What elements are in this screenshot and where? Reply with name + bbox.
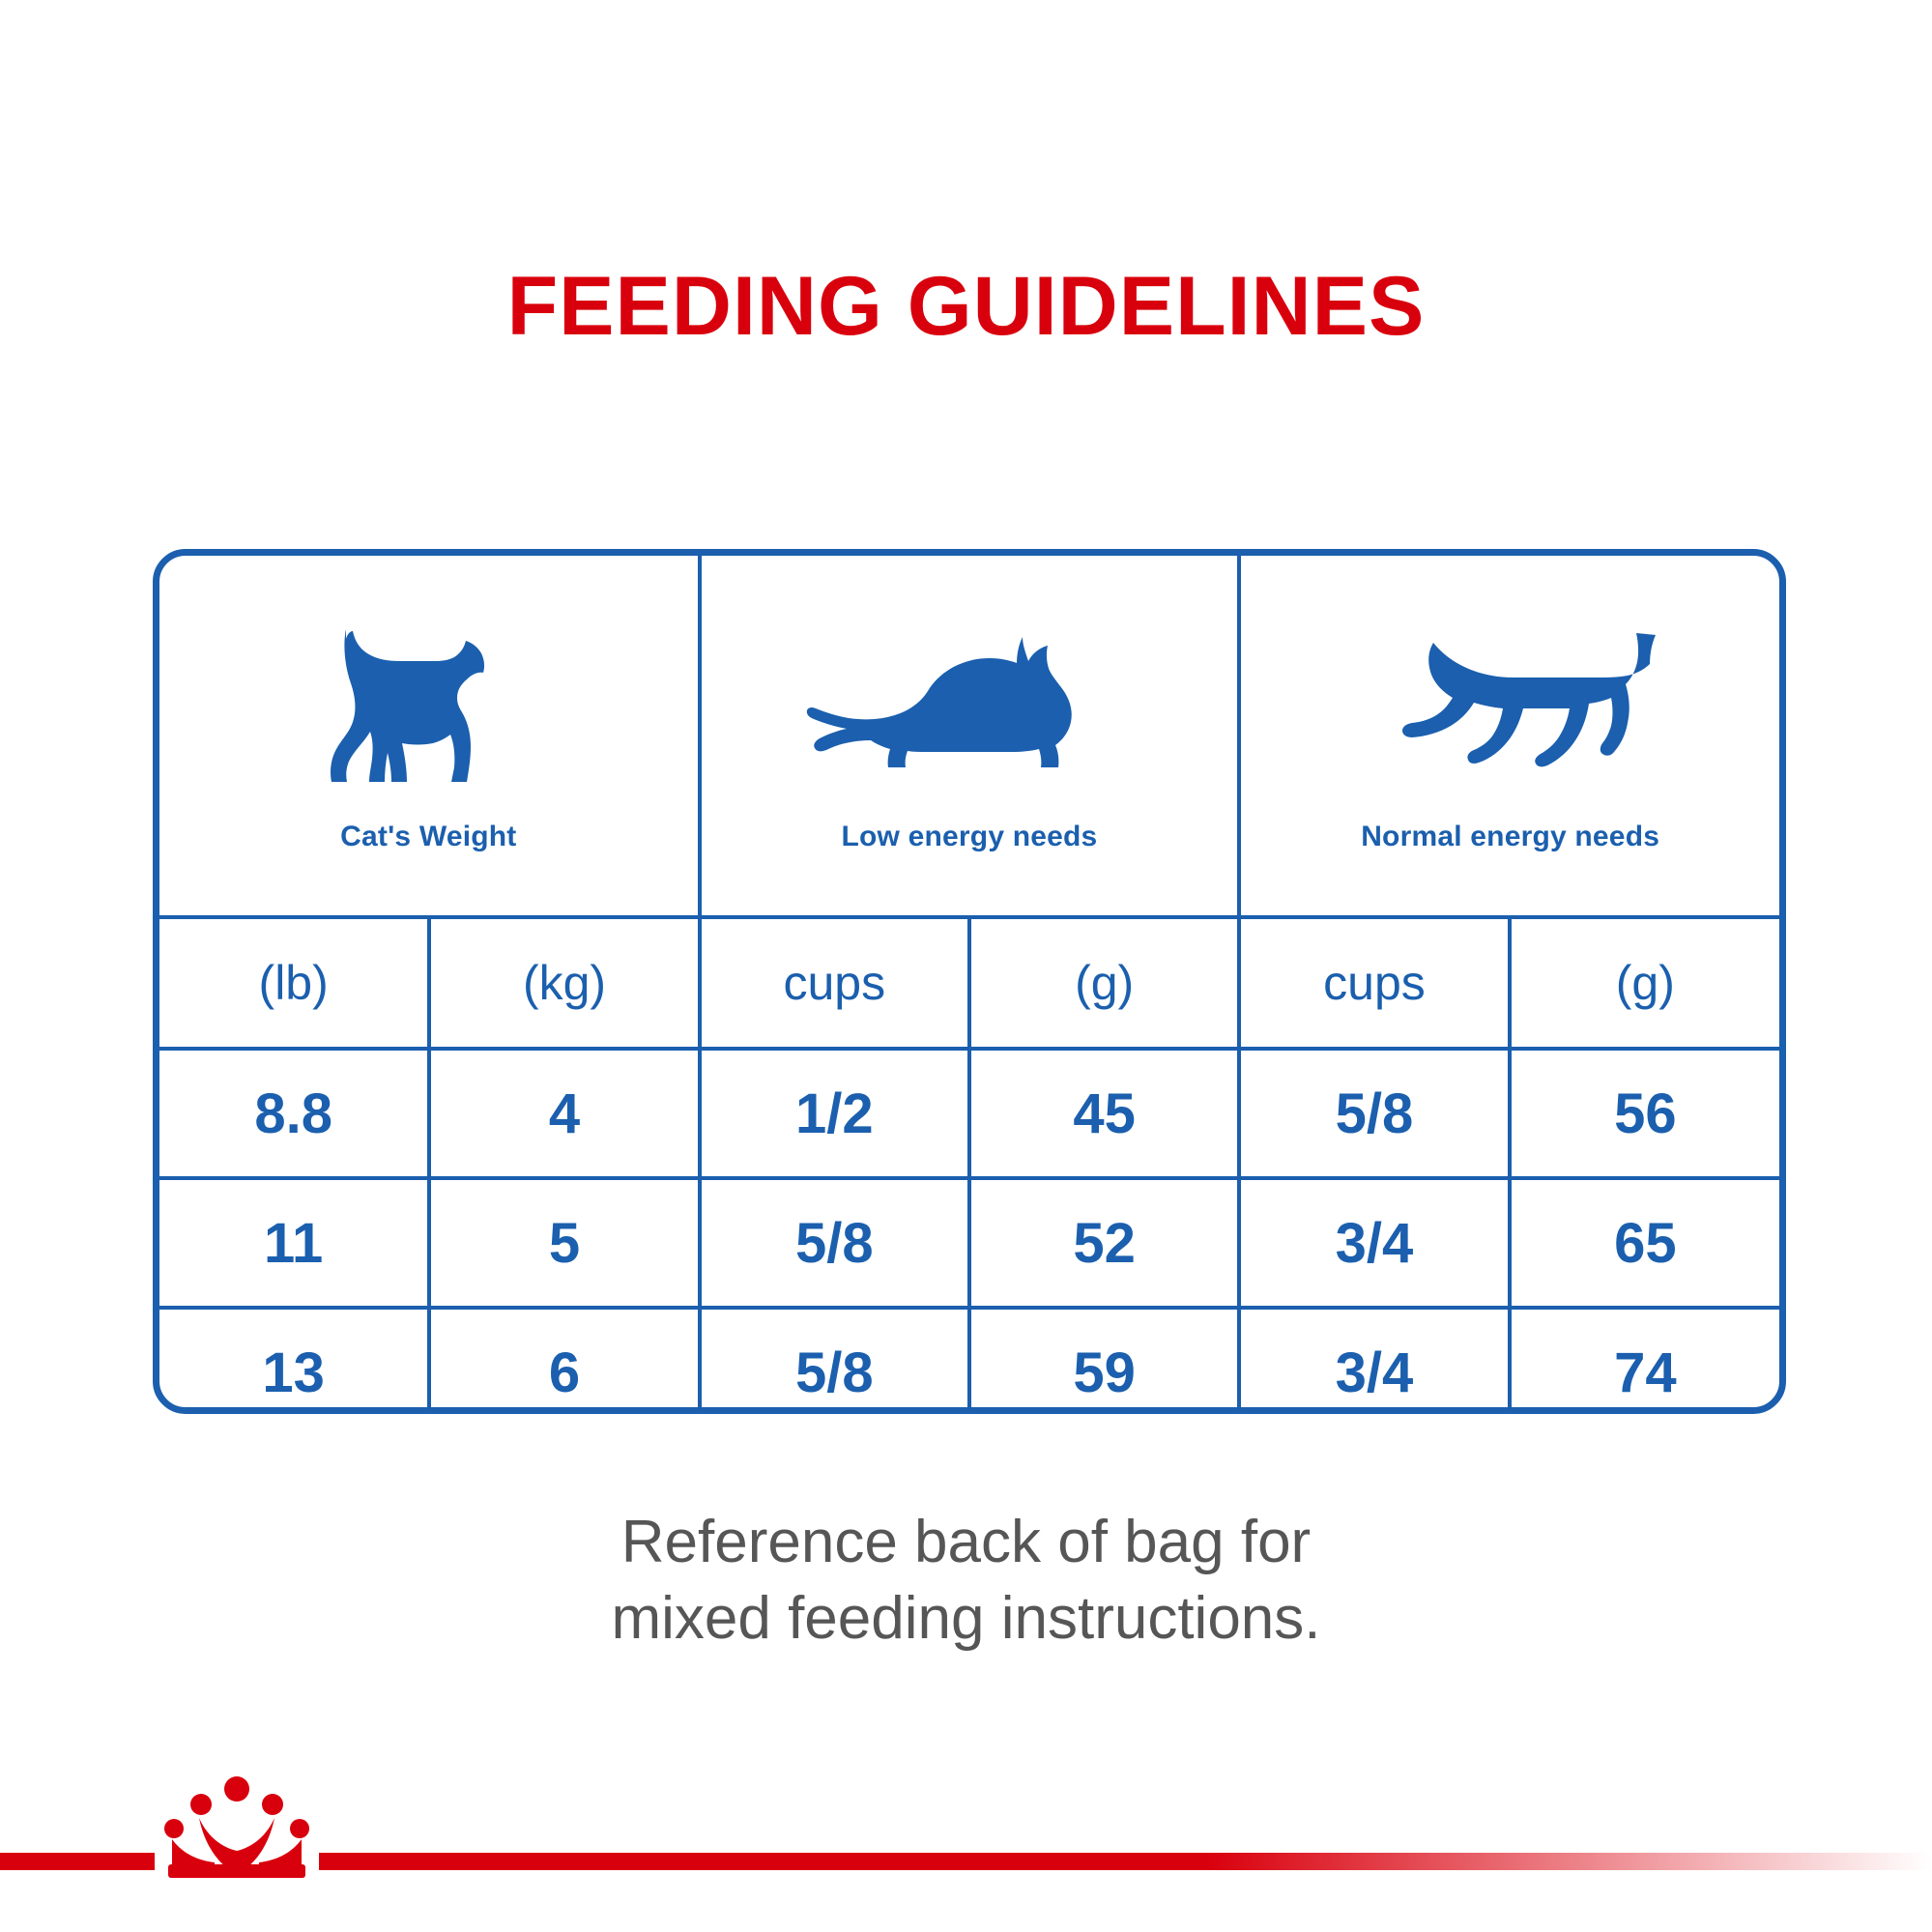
unit-header-normal-cups: cups — [1239, 917, 1509, 1049]
table-row — [159, 1049, 1779, 1178]
cell-low-cups: 5/8 — [700, 1308, 969, 1414]
brand-bar-left-segment — [0, 1853, 155, 1870]
header-label-low-energy: Low energy needs — [841, 821, 1098, 852]
footnote — [0, 1504, 1932, 1658]
brand-bar — [0, 1845, 1932, 1878]
cell-low-g: 45 — [969, 1049, 1239, 1178]
table-unit-header-row — [159, 917, 1779, 1049]
cell-normal-cups: 3/4 — [1239, 1178, 1509, 1308]
footnote-line-1: Reference back of bag for — [620, 1509, 1312, 1575]
cell-low-cups: 1/2 — [700, 1049, 969, 1178]
cell-normal-g: 65 — [1510, 1178, 1779, 1308]
royal-canin-crown-icon — [155, 1775, 319, 1878]
unit-header-kg: (kg) — [429, 917, 699, 1049]
unit-header-low-cups: cups — [700, 917, 969, 1049]
table-row — [159, 1178, 1779, 1308]
cell-weight-kg: 4 — [429, 1049, 699, 1178]
cat-standing-icon — [307, 618, 549, 801]
cell-weight-lb: 13 — [159, 1308, 429, 1414]
cell-low-g: 52 — [969, 1178, 1239, 1308]
unit-header-normal-g: (g) — [1510, 917, 1779, 1049]
cell-low-cups: 5/8 — [700, 1178, 969, 1308]
cell-weight-lb: 11 — [159, 1178, 429, 1308]
cell-normal-g: 74 — [1510, 1308, 1779, 1414]
table-icon-header-row — [159, 556, 1779, 917]
cell-normal-cups: 5/8 — [1239, 1049, 1509, 1178]
page-title: FEEDING GUIDELINES — [506, 260, 1426, 353]
brand-bar-right-segment — [319, 1853, 1932, 1870]
unit-header-low-g: (g) — [969, 917, 1239, 1049]
cell-weight-kg: 6 — [429, 1308, 699, 1414]
cat-walking-icon — [1337, 618, 1685, 801]
cell-weight-kg: 5 — [429, 1178, 699, 1308]
cell-weight-lb: 8.8 — [159, 1049, 429, 1178]
cat-lying-icon — [781, 618, 1158, 801]
header-cell-low-energy — [700, 556, 1240, 917]
unit-header-lb: (lb) — [159, 917, 429, 1049]
header-cell-cats-weight — [159, 556, 700, 917]
cell-low-g: 59 — [969, 1308, 1239, 1414]
feeding-guidelines-table — [153, 549, 1786, 1414]
footnote-line-2: mixed feeding instructions. — [611, 1585, 1321, 1653]
header-cell-normal-energy — [1239, 556, 1779, 917]
cell-normal-g: 56 — [1510, 1049, 1779, 1178]
header-label-normal-energy: Normal energy needs — [1361, 821, 1660, 852]
header-label-cats-weight: Cat's Weight — [340, 821, 517, 852]
table-row — [159, 1308, 1779, 1414]
cell-normal-cups: 3/4 — [1239, 1308, 1509, 1414]
